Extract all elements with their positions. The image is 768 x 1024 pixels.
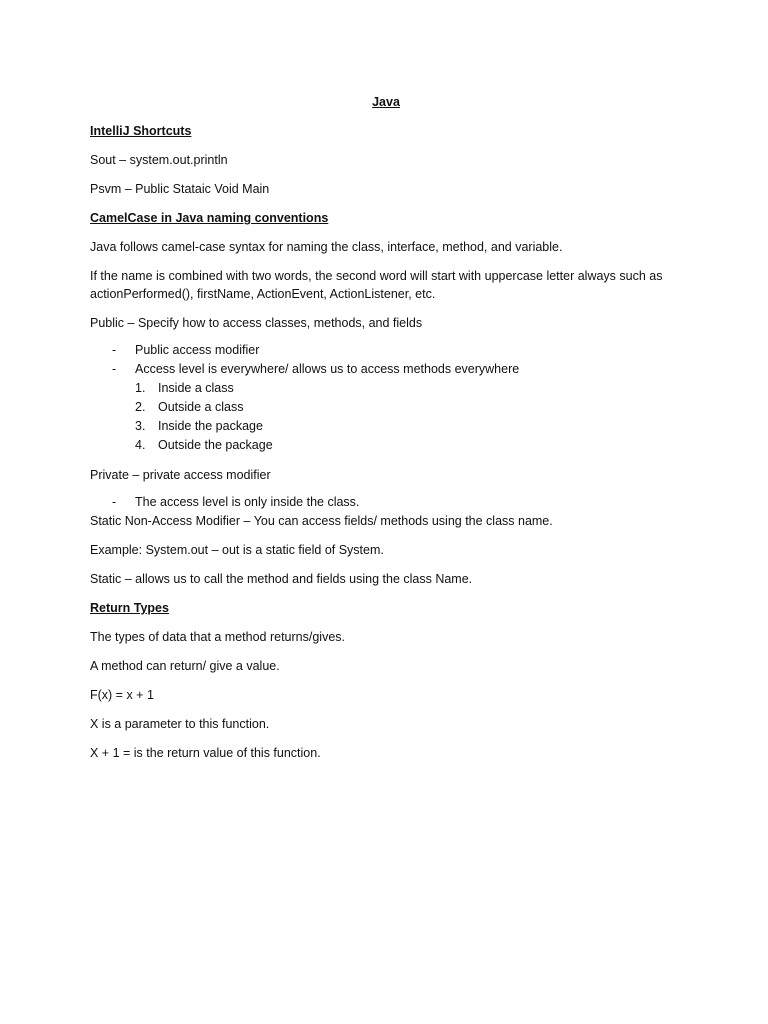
- list-item-text: Inside a class: [158, 381, 234, 395]
- return-paragraph-2: A method can return/ give a value.: [90, 659, 280, 673]
- list-number: 2.: [135, 400, 146, 414]
- camelcase-paragraph-1: Java follows camel-case syntax for naming the class, interface, method, and variable.: [90, 240, 563, 254]
- list-item: [90, 398, 690, 417]
- bullet-text: The access level is only inside the class.: [135, 495, 360, 509]
- public-bullet-list: [90, 341, 690, 379]
- return-paragraph-4: X is a parameter to this function.: [90, 717, 270, 731]
- list-item-text: Outside the package: [158, 438, 273, 452]
- return-types-heading: Return Types: [90, 601, 169, 615]
- public-paragraph: Public – Specify how to access classes, methods, and fields: [90, 316, 423, 330]
- list-item: [90, 360, 690, 379]
- camelcase-heading: CamelCase in Java naming conventions: [90, 211, 329, 225]
- return-paragraph-5: X + 1 = is the return value of this function.: [90, 746, 321, 760]
- list-number: 3.: [135, 419, 146, 433]
- return-paragraph-3: F(x) = x + 1: [90, 688, 154, 702]
- list-item-text: Inside the package: [158, 419, 263, 433]
- document-body: [90, 93, 690, 773]
- dash-bullet: -: [112, 343, 117, 357]
- bullet-text: Access level is everywhere/ allows us to access methods everywhere: [135, 362, 520, 376]
- sout-shortcut-line: Sout – system.out.println: [90, 153, 228, 167]
- bullet-text: Public access modifier: [135, 343, 260, 357]
- camelcase-paragraph-2: If the name is combined with two words, the second word will start with uppercase letter always such as actionPerformed(), firstName, ActionEvent, ActionListener, etc.: [90, 269, 663, 301]
- list-item: [90, 493, 690, 512]
- dash-bullet: -: [112, 495, 117, 509]
- psvm-shortcut-line: Psvm – Public Stataic Void Main: [90, 182, 270, 196]
- document-title: Java: [372, 95, 400, 109]
- public-numbered-list: [90, 379, 690, 455]
- private-bullet-list: [90, 493, 690, 512]
- list-item-text: Outside a class: [158, 400, 244, 414]
- example-paragraph: Example: System.out – out is a static field of System.: [90, 543, 384, 557]
- list-item: [90, 379, 690, 398]
- dash-bullet: -: [112, 362, 117, 376]
- private-paragraph: Private – private access modifier: [90, 468, 271, 482]
- return-paragraph-1: The types of data that a method returns/gives.: [90, 630, 346, 644]
- static-nonaccess-paragraph: Static Non-Access Modifier – You can access fields/ methods using the class name.: [90, 514, 553, 528]
- list-number: 4.: [135, 438, 146, 452]
- list-item: [90, 341, 690, 360]
- list-item: [90, 417, 690, 436]
- static-paragraph: Static – allows us to call the method and fields using the class Name.: [90, 572, 473, 586]
- list-number: 1.: [135, 381, 146, 395]
- intellij-shortcuts-heading: IntelliJ Shortcuts: [90, 124, 192, 138]
- list-item: [90, 436, 690, 455]
